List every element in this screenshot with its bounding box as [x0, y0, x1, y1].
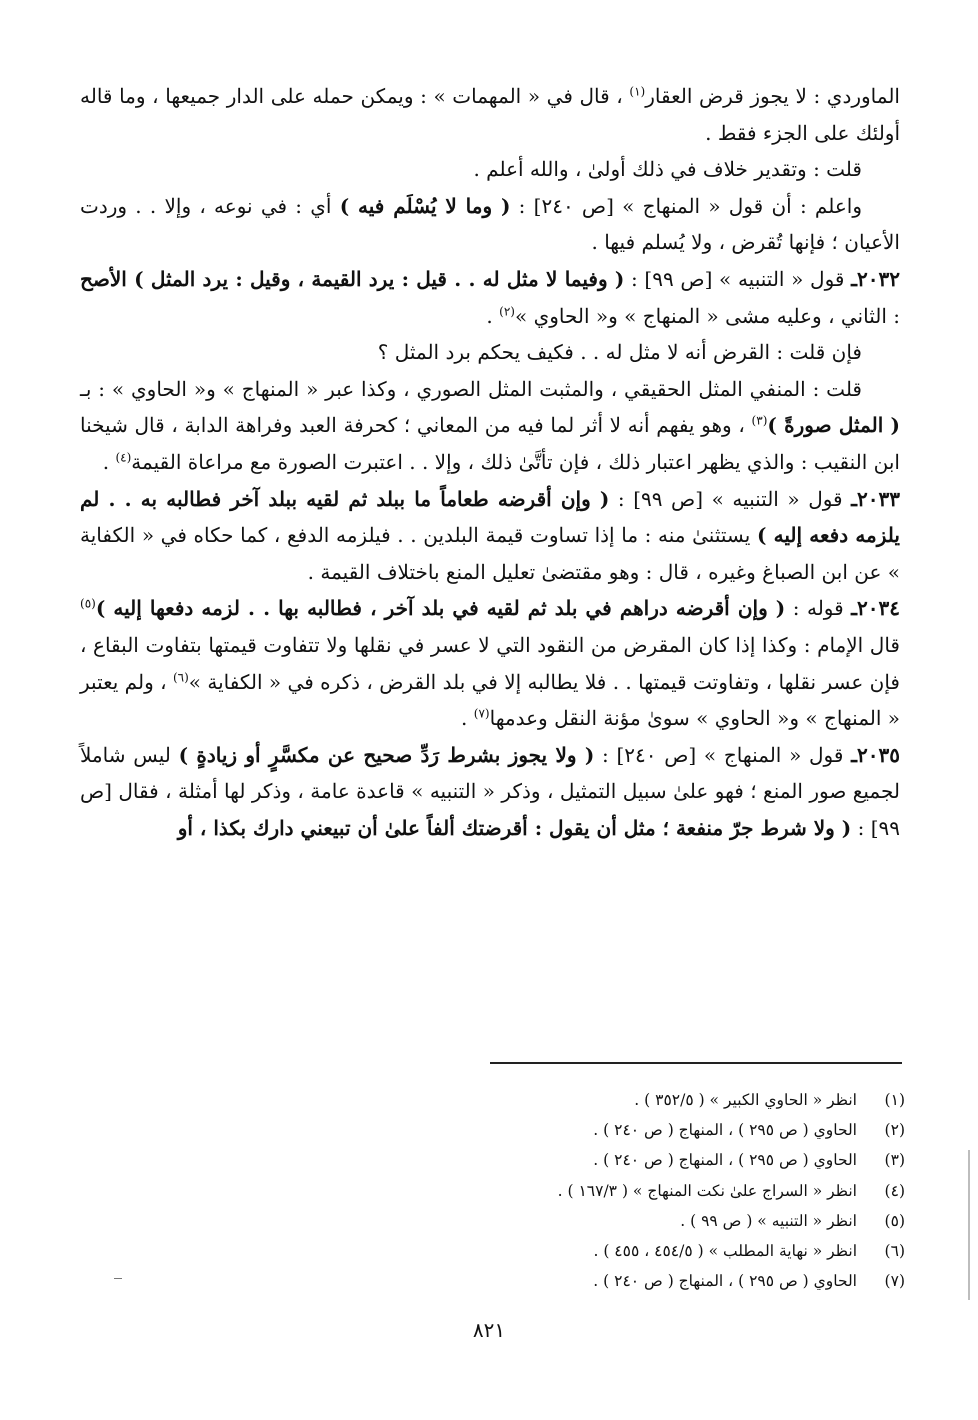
paragraph [80, 188, 900, 261]
text-run: قلت : وتقدير خلاف في ذلك أولىٰ ، والله أعلم . [473, 157, 862, 182]
footnote-item [400, 1176, 905, 1206]
quoted-text: ( وإن أقرضه طعاماً ما ببلد ثم لقيه ببلد آخر فطالبه به . . لم يلزمه دفعه إليه ) [80, 486, 900, 548]
text-run: قال الإمام : وكذا إذا كان المقرض من النقود التي لا عسر في نقلها ولا تتفاوت قيمتها بتفاوت البقاع ، فإن عسر نقلها ، وتفاوتت قيمتها . . فلا يطالبه إلا في بلد القرض ، ذكره في « الكفاية » [80, 632, 900, 694]
quoted-text: ٢٠٣٥ـ [851, 742, 900, 767]
text-run: قلت : المنفي المثل الحقيقي ، والمثبت المثل الصوري ، وكذا عبر « المنهاج » و« الحاوي » : بـ [80, 376, 862, 401]
footnotes-list [400, 1085, 905, 1296]
text-run: أي : في نوعه ، وإلا . . وردت الأعيان ؛ فإنها تُقرض ، ولا يُسلم فيها . [80, 193, 900, 255]
footnote-item [400, 1145, 905, 1175]
text-run: واعلم : أن قول « المنهاج » [ص ٢٤٠] : [510, 193, 863, 218]
text-run: قوله : [785, 596, 852, 621]
paragraph [80, 590, 900, 736]
footnote-ref: (١) [629, 84, 646, 99]
footnote-text: الحاوي ( ص ٢٩٥ ) ، المنهاج ( ص ٢٤٠ ) . [593, 1151, 857, 1170]
text-run: فإن قلت : القرض أنه لا مثل له . . فكيف يحكم برد المثل ؟ [377, 340, 862, 365]
text-run: ليس شاملاً لجميع صور المنع ؛ فهو علىٰ سبيل التمثيل ، وذكر « التنبيه » قاعدة عامة ، وذكر لها أمثلة ، فقال [ص ٩٩] : [80, 742, 900, 840]
footnote-ref: (٥) [80, 596, 96, 611]
paragraph [80, 371, 900, 481]
footnote-number: (٦) [884, 1241, 905, 1260]
paragraph [80, 481, 900, 591]
footnote-ref: (٧) [473, 706, 490, 721]
scan-edge-mark [968, 1150, 970, 1300]
text-run: . [102, 449, 116, 474]
footnote-number: (٥) [884, 1211, 905, 1230]
main-text [80, 78, 900, 846]
quoted-text: ٢٠٣٢ـ [851, 266, 900, 291]
scan-stray-mark [114, 1278, 122, 1279]
quoted-text: ( وفيما لا مثل له . . قيل : يرد القيمة ، وقيل : يرد المثل ) الأصح [80, 266, 625, 291]
footnote-ref: (٦) [172, 669, 189, 684]
footnote-item [400, 1206, 905, 1236]
footnote-ref: (٣) [751, 413, 768, 428]
footnote-text: انظر « التنبيه » ( ص ٩٩ ) . [680, 1211, 857, 1230]
quoted-text: ( وما لا يُسْلَم فيه ) [339, 193, 511, 218]
paragraph [80, 737, 900, 847]
footnote-text: انظر « الحاوي الكبير » ( ٣٥٢/٥ ) . [634, 1091, 857, 1109]
footnote-number: (٢) [884, 1121, 905, 1140]
text-run: قول « التنبيه » [ص ٩٩] : [609, 486, 852, 511]
footnote-item [400, 1236, 905, 1266]
footnote-divider [490, 1062, 902, 1064]
text-run: . [461, 706, 474, 731]
text-run: يستثنىٰ منه : ما إذا تساوت قيمة البلدين . . فيلزمه الدفع ، كما حكاه في « الكفاية » عن ابن الصباغ وغيره ، قال : وهو مقتضىٰ تعليل المنع باختلاف القيمة . [80, 523, 900, 584]
text-run: الماوردي : لا يجوز قرض العقار [645, 84, 900, 108]
footnote-number: (٣) [884, 1151, 905, 1170]
text-run: قول « المنهاج » [ص ٢٤٠] : [594, 742, 852, 767]
quoted-text: ٢٠٣٤ـ [851, 596, 900, 621]
footnote-number: (١) [884, 1091, 905, 1109]
quoted-text: ٢٠٣٣ـ [851, 486, 900, 511]
quoted-text: ( ولا يجوز بشرط رَدِّ صحيح عن مكسَّرٍ أو زيادةٍ ) [178, 742, 595, 767]
quoted-text: ( ولا شرط جرّ منفعة ؛ مثل أن يقول : أقرضتك ألفاً علىٰ أن تبيعني دارك بكذا ، أو [177, 815, 852, 840]
footnote-item [400, 1085, 905, 1115]
footnote-ref: (٢) [499, 303, 515, 318]
quoted-text: ( المثل صورةً ) [767, 413, 901, 438]
text-run: : الثاني ، وعليه مشى « المنهاج » و« الحاوي » [514, 303, 900, 328]
paragraph [80, 334, 900, 371]
page-number: ٨٢١ [472, 1318, 506, 1342]
text-run: ، ولم يعتبر « المنهاج » و« الحاوي » سوىٰ مؤنة النقل وعدمها [80, 669, 900, 731]
footnote-text: الحاوي ( ص ٢٩٥ ) ، المنهاج ( ص ٢٤٠ ) . [593, 1121, 857, 1140]
text-run: ، وهو يفهم أنه لا أثر لما فيه من المعاني ؛ كحرفة العبد وفراهة الدابة ، قال شيخنا ابن النقيب : والذي يظهر اعتبار ذلك ، فإن تأتَّىٰ ذلك ، وإلا . . اعتبرت الصورة مع مراعاة القيمة [80, 413, 900, 474]
footnote-text: انظر « السراج علىٰ نكت المنهاج » ( ١٦٧/٣ ) . [557, 1181, 857, 1200]
quoted-text: ( وإن أقرضه دراهم في بلد ثم لقيه في بلد آخر ، فطالبه بها . . لزمه دفعها إليه ) [95, 596, 786, 621]
text-run: . [486, 303, 500, 328]
paragraph [80, 78, 900, 151]
footnote-text: الحاوي ( ص ٢٩٥ ) ، المنهاج ( ص ٢٤٠ ) . [593, 1272, 857, 1291]
footnote-item [400, 1266, 905, 1296]
footnote-text: انظر « نهاية المطلب » ( ٤٥٤/٥ ، ٤٥٥ ) . [593, 1241, 857, 1260]
footnote-item [400, 1115, 905, 1145]
paragraph [80, 261, 900, 334]
footnote-ref: (٤) [115, 450, 132, 465]
text-run: قول « التنبيه » [ص ٩٩] : [624, 266, 852, 291]
paragraph [80, 151, 900, 188]
footnote-number: (٧) [884, 1272, 905, 1291]
text-run: ، قال في « المهمات » : ويمكن حمله على الدار جميعها ، وما قاله أولئك على الجزء فقط . [80, 84, 900, 145]
footnote-number: (٤) [884, 1181, 905, 1200]
